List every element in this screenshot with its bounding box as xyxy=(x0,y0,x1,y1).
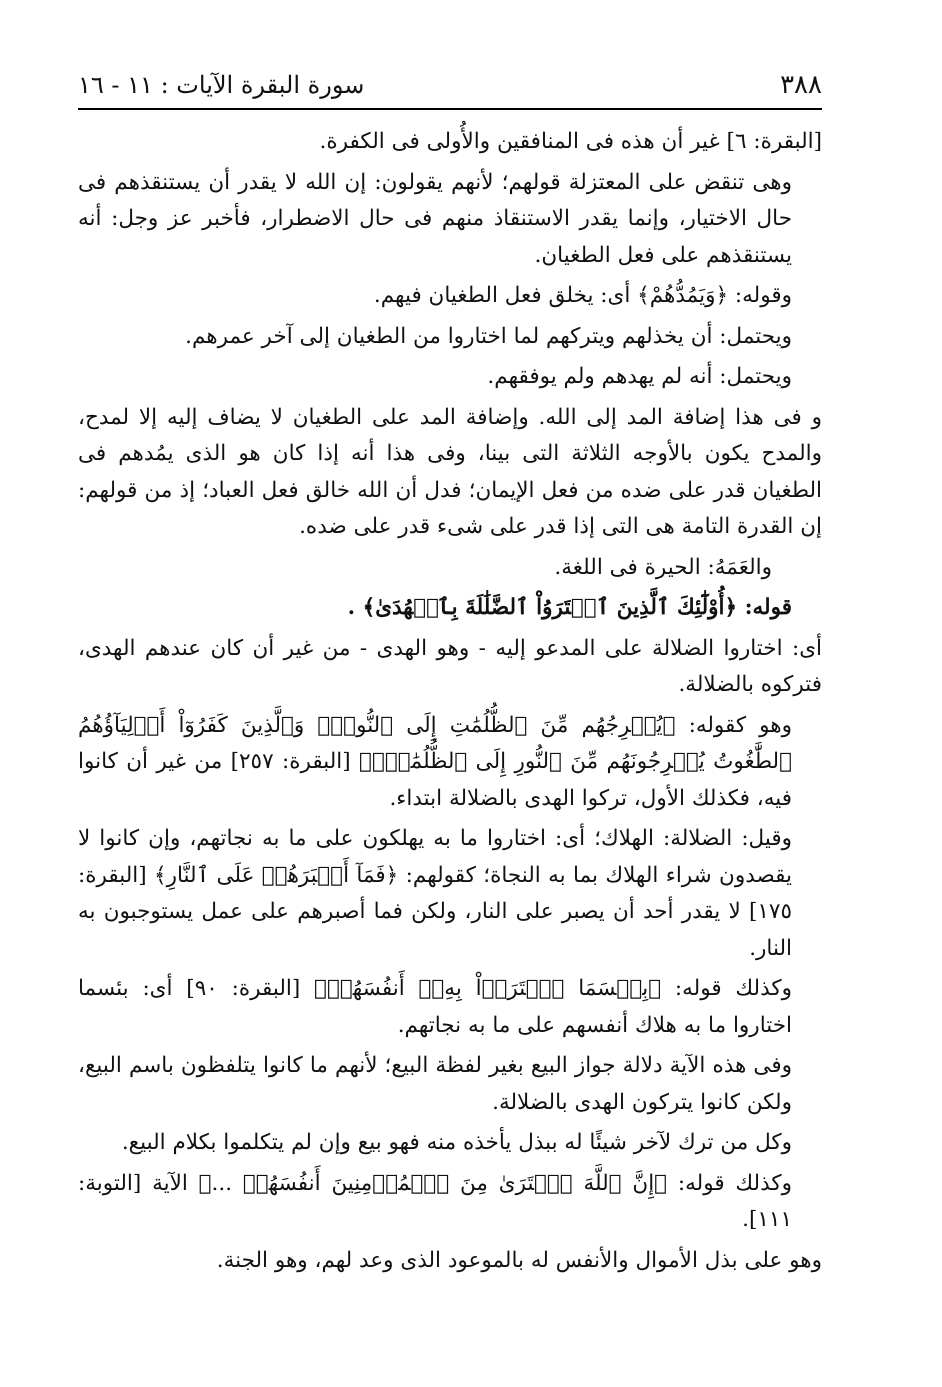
body-text xyxy=(78,124,822,1279)
page-number: ٣٨٨ xyxy=(780,70,822,100)
paragraph: ويحتمل: أن يخذلهم ويتركهم لما اختاروا من الطغيان إلى آخر عمرهم. xyxy=(185,323,792,349)
paragraph: [البقرة: ٦] غير أن هذه فى المنافقين والأُولى فى الكفرة. xyxy=(319,129,822,154)
paragraph: قوله: ﴿أُوْلَٰٓئِكَ ٱلَّذِينَ ٱشۡتَرَوُاْ ٱلضَّلَٰلَةَ بِٱلۡهُدَىٰ﴾ . xyxy=(347,595,792,620)
paragraph: والعَمَهُ: الحيرة فى اللغة. xyxy=(554,554,772,580)
paragraph: ويحتمل: أنه لم يهدهم ولم يوفقهم. xyxy=(487,364,792,389)
paragraph: أى: اختاروا الضلالة على المدعو إليه - وهو الهدى - من غير أن كان عندهم الهدى، فتركوه بالضلالة. xyxy=(78,635,822,697)
paragraph: وكذلك قوله: ﴿بِئۡسَمَا ٱشۡتَرَوۡاْ بِهِۦٓ أَنفُسَهُمۡ﴾ [البقرة: ٩٠] أى: بئسما اختاروا ما به هلاك أنفسهم على ما به نجاتهم. xyxy=(78,976,792,1038)
paragraph: وهو كقوله: ﴿يُخۡرِجُهُم مِّنَ ٱلظُّلُمَٰتِ إِلَى ٱلنُّورِۖ وَٱلَّذِينَ كَفَرُوٓاْ أَوۡلِيَآؤُهُمُ ٱلطَّٰغُوتُ يُخۡرِجُونَهُم مِّنَ ٱلنُّورِ إِلَى ٱلظُّلُمَٰتِۗ﴾ [البقرة: ٢٥٧] من غير أن كانوا فيه، فكذلك الأول، تركوا الهدى بالضلالة ابتداء. xyxy=(78,712,792,811)
paragraph: وكذلك قوله: ﴿إِنَّ ٱللَّهَ ٱشۡتَرَىٰ مِنَ ٱلۡمُؤۡمِنِينَ أَنفُسَهُمۡ ...﴾ الآية [التوبة: ١١١]. xyxy=(78,1170,792,1232)
paragraph: وهو على بذل الأموال والأنفس له بالموعود الذى وعد لهم، وهو الجنة. xyxy=(216,1247,822,1273)
paragraph: وقيل: الضلالة: الهلاك؛ أى: اختاروا ما به يهلكون على ما به نجاتهم، وإن كانوا لا يقصدون شراء الهلاك بما به النجاة؛ كقولهم: ﴿فَمَآ أَصۡبَرَهُمۡ عَلَى ٱلنَّارِ﴾ [البقرة: ١٧٥] لا يقدر أحد أن يصبر على النار، ولكن فما أصبرهم على عمل يستوجبون به النار. xyxy=(78,826,792,961)
running-title: سورة البقرة الآيات : ١١ - ١٦ xyxy=(78,71,365,99)
paragraph: وهى تنقض على المعتزلة قولهم؛ لأنهم يقولون: إن الله لا يقدر أن يستنقذهم فى حال الاختيار، وإنما يقدر الاستنقاذ منهم فى حال الاضطرار، فأخبر عز وجل: أنه يستنقذهم على فعل الطغيان. xyxy=(78,169,792,268)
header-rule xyxy=(78,108,822,110)
paragraph: وفى هذه الآية دلالة جواز البيع بغير لفظة البيع؛ لأنهم ما كانوا يتلفظون باسم البيع، ولكن كانوا يتركون الهدى بالضلالة. xyxy=(78,1053,792,1115)
paragraph: و فى هذا إضافة المد إلى الله. وإضافة المد على الطغيان لا يضاف إليه إلا لمدح، والمدح يكون بالأوجه الثلاثة التى بينا، وفى هذا أنه إذا كان هو الذى يمُدهم فى الطغيان قدر على ضده من فعل الإيمان؛ فدل أن الله خالق فعل العباد؛ إذ من قولهم: إن القدرة التامة هى التى إذا قدر على شىء قدر على ضده. xyxy=(78,404,822,539)
paragraph: وكل من ترك لآخر شيئًا له ببذل يأخذه منه فهو بيع وإن لم يتكلموا بكلام البيع. xyxy=(121,1130,792,1155)
running-header xyxy=(78,62,822,100)
paragraph: وقوله: ﴿وَيَمُدُّهُمْ﴾ أى: يخلق فعل الطغيان فيهم. xyxy=(373,283,792,308)
